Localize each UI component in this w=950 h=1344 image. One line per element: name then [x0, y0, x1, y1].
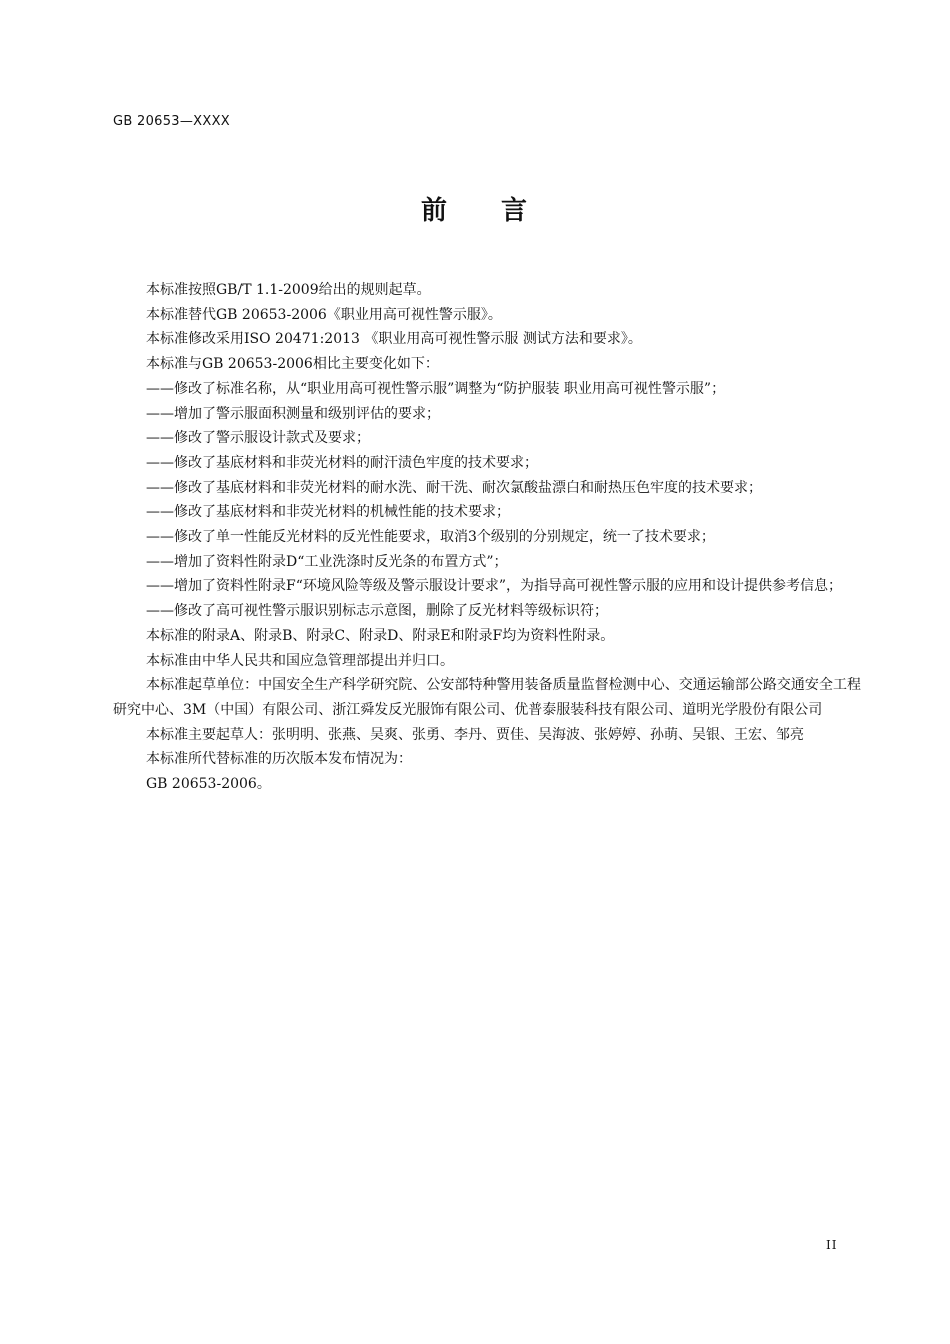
paragraph: ——增加了资料性附录F“环境风险等级及警示服设计要求”，为指导高可视性警示服的应用和设计提供参考信息；	[146, 578, 843, 595]
paragraph: 本标准所代替标准的历次版本发布情况为：	[146, 751, 412, 768]
paragraph: 本标准起草单位：中国安全生产科学研究院、公安部特种警用装备质量监督检测中心、交通运输部公路交通安全工程研究中心、3M（中国）有限公司、浙江舜发反光服饰有限公司、优普泰服装科技有限公司、道明光学股份有限公司	[113, 677, 861, 718]
document-code-header: GB 20653—XXXX	[113, 114, 231, 129]
paragraph: 本标准的附录A、附录B、附录C、附录D、附录E和附录F均为资料性附录。	[146, 627, 615, 644]
paragraph: GB 20653-2006。	[146, 776, 271, 793]
paragraph: ——增加了资料性附录D“工业洗涤时反光条的布置方式”；	[146, 553, 508, 570]
foreword-body	[113, 278, 861, 797]
page-number: II	[826, 1238, 838, 1252]
paragraph: ——修改了基底材料和非荧光材料的机械性能的技术要求；	[146, 504, 510, 521]
paragraph: 本标准按照GB/T 1.1-2009给出的规则起草。	[146, 282, 431, 298]
paragraph: ——修改了基底材料和非荧光材料的耐汗渍色牢度的技术要求；	[146, 454, 538, 471]
title-char-2: 言	[501, 196, 530, 226]
paragraph: ——修改了单一性能反光材料的反光性能要求，取消3个级别的分别规定，统一了技术要求；	[146, 529, 715, 546]
paragraph: 本标准主要起草人：张明明、张燕、吴爽、张勇、李丹、贾佳、吴海波、张婷婷、孙萌、吴银、王宏、邹亮	[146, 726, 804, 743]
paragraph: 本标准由中华人民共和国应急管理部提出并归口。	[146, 652, 454, 669]
paragraph: ——增加了警示服面积测量和级别评估的要求；	[146, 405, 440, 422]
paragraph: ——修改了标准名称，从“职业用高可视性警示服”调整为“防护服装 职业用高可视性警示服”；	[146, 380, 726, 397]
title-char-1: 前	[420, 196, 449, 226]
paragraph: ——修改了高可视性警示服识别标志示意图，删除了反光材料等级标识符；	[146, 603, 608, 620]
paragraph: 本标准与GB 20653-2006相比主要变化如下：	[146, 356, 439, 373]
page-title	[0, 190, 950, 227]
paragraph: ——修改了基底材料和非荧光材料的耐水洗、耐干洗、耐次氯酸盐漂白和耐热压色牢度的技术要求；	[146, 479, 762, 496]
paragraph: 本标准替代GB 20653-2006《职业用高可视性警示服》。	[146, 306, 502, 323]
paragraph: 本标准修改采用ISO 20471:2013 《职业用高可视性警示服 测试方法和要求》。	[146, 331, 642, 348]
paragraph: ——修改了警示服设计款式及要求；	[146, 430, 370, 447]
